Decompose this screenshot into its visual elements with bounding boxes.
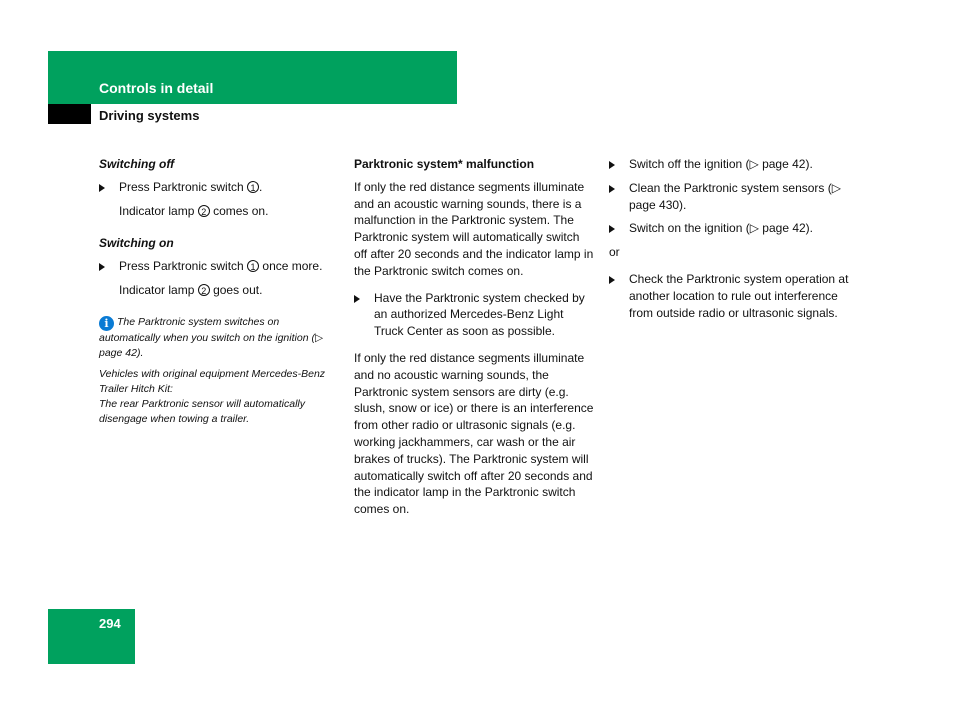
callout-number-icon: 1 <box>247 260 259 272</box>
switching-off-step: Press Parktronic switch 1 . <box>99 179 341 196</box>
chapter-title: Controls in detail <box>99 80 214 96</box>
bullet-arrow-icon <box>609 161 615 169</box>
callout-number-icon: 1 <box>247 181 259 193</box>
trailer-note: Vehicles with original equipment Mercedes-Benz Trailer Hitch Kit: The rear Parktronic sensor will automatically disengage when towing a trailer. <box>99 367 326 425</box>
callout-number-icon: 2 <box>198 284 210 296</box>
switching-off-result: Indicator lamp 2 comes on. <box>119 203 269 218</box>
malfunction-step: Have the Parktronic system checked by an authorized Mercedes-Benz Light Truck Center as soon as possible. <box>354 290 594 340</box>
callout-number-icon: 2 <box>198 205 210 217</box>
bullet-arrow-icon <box>609 276 615 284</box>
malfunction-paragraph-1: If only the red distance segments illuminate and an acoustic warning sounds, there is a malfunction in the Parktronic system. The Parktronic system will automatically switch off after 20 seconds and the indicator lamp in the Parktronic switch comes on. <box>354 179 594 278</box>
bullet-arrow-icon <box>99 184 105 192</box>
column-right <box>609 156 854 328</box>
header-bar <box>48 51 457 104</box>
bullet-arrow-icon <box>609 225 615 233</box>
bullet-arrow-icon <box>354 295 360 303</box>
step-switch-on-ignition: Switch on the ignition (▷ page 42). <box>609 220 854 237</box>
page-number: 294 <box>99 616 121 631</box>
step-check-location: Check the Parktronic system operation at another location to rule out interference from outside radio or ultrasonic signals. <box>609 271 854 321</box>
malfunction-heading: Parktronic system* malfunction <box>354 157 535 171</box>
switching-off-heading: Switching off <box>99 157 175 171</box>
section-title: Driving systems <box>99 108 200 123</box>
bullet-arrow-icon <box>609 185 615 193</box>
or-separator: or <box>609 245 620 260</box>
page-number-box <box>48 609 135 664</box>
column-middle <box>354 156 594 528</box>
section-marker <box>48 104 91 124</box>
info-note: i The Parktronic system switches on automatically when you switch on the ignition (▷ page 42). <box>99 315 324 359</box>
switching-on-step: Press Parktronic switch 1 once more. <box>99 258 341 275</box>
bullet-arrow-icon <box>99 263 105 271</box>
info-icon: i <box>99 316 114 331</box>
malfunction-paragraph-2: If only the red distance segments illuminate and no acoustic warning sounds, the Parktronic system sensors are dirty (e.g. slush, snow or ice) or there is an interference from other radio or ultrasonic signals (e.g. working jackhammers, car wash or the air brakes of trucks). The Parktronic system will automatically switch off after 20 seconds and the indicator lamp in the Parktronic switch comes on. <box>354 350 594 517</box>
switching-on-result: Indicator lamp 2 goes out. <box>119 282 263 297</box>
switching-on-heading: Switching on <box>99 236 174 251</box>
step-switch-off-ignition: Switch off the ignition (▷ page 42). <box>609 156 854 173</box>
step-clean-sensors: Clean the Parktronic system sensors (▷ page 430). <box>609 180 854 214</box>
column-left <box>99 156 341 433</box>
